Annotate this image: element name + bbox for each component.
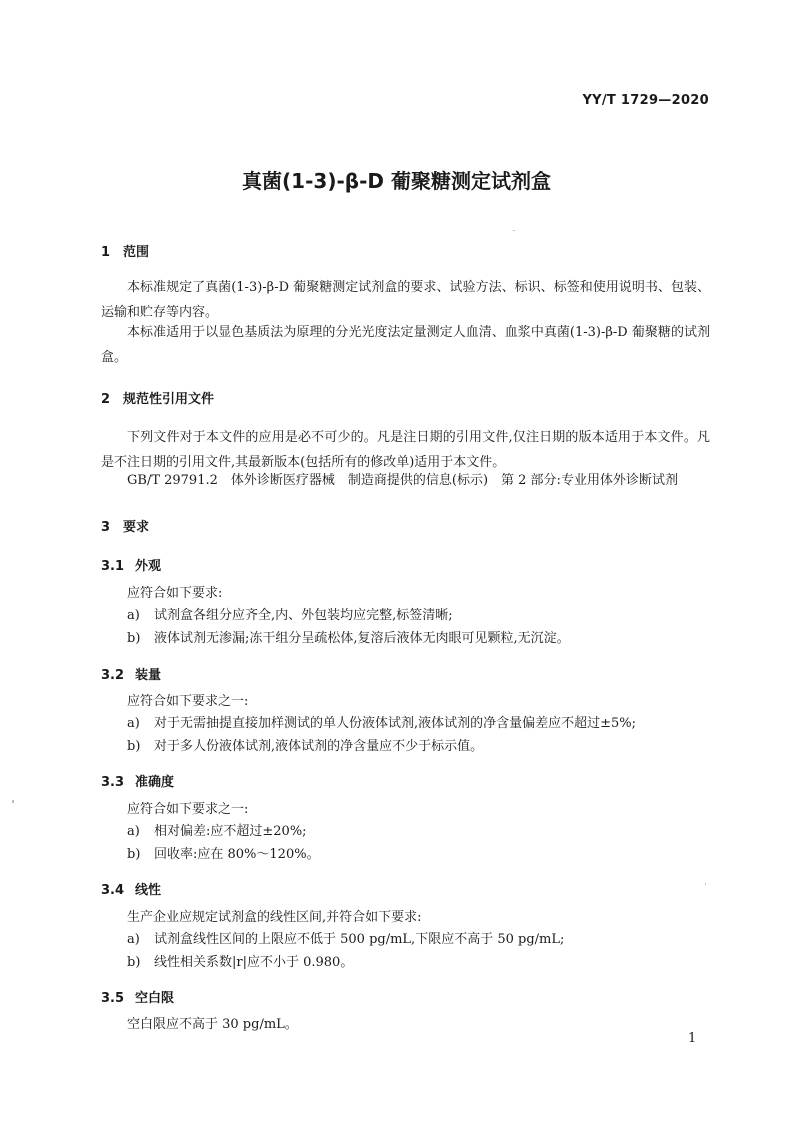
section-number: 3 (101, 520, 111, 535)
scan-speck (705, 883, 706, 885)
list-item (127, 845, 320, 865)
section-2-paragraph-1: 下列文件对于本文件的应用是必不可少的。凡是注日期的引用文件,仅注日期的版本适用于本文件。凡是不注日期的引用文件,其最新版本(包括所有的修改单)适用于本文件。 (101, 430, 710, 470)
list-item (127, 930, 564, 950)
section-title: 范围 (123, 245, 150, 260)
standard-number: YY/T 1729—2020 (582, 93, 709, 108)
section-number: 3.4 (101, 883, 125, 898)
section-number: 3.5 (101, 991, 125, 1006)
list-text: 相对偏差:应不超过±20%; (154, 824, 307, 839)
list-marker: a) (127, 824, 140, 839)
section-number: 3.3 (101, 775, 125, 790)
section-1-heading (101, 241, 149, 260)
section-1-paragraph-2: 本标准适用于以显色基质法为原理的分光光度法定量测定人血清、血浆中真菌(1-3)-β-D 葡聚糖的试剂盒。 (101, 325, 710, 365)
section-title: 装量 (135, 668, 162, 683)
section-3-3-intro: 应符合如下要求之一: (127, 802, 249, 817)
list-text: 试剂盒各组分应齐全,内、外包装均应完整,标签清晰; (154, 608, 453, 623)
list-item (127, 953, 353, 973)
section-title: 线性 (135, 883, 162, 898)
section-1-paragraph-1: 本标准规定了真菌(1-3)-β-D 葡聚糖测定试剂盒的要求、试验方法、标识、标签和使用说明书、包装、运输和贮存等内容。 (101, 280, 710, 320)
section-number: 3.2 (101, 668, 125, 683)
list-item (127, 629, 570, 649)
normative-reference: GB/T 29791.2 体外诊断医疗器械 制造商提供的信息(标示) 第 2 部分:专业用体外诊断试剂 (127, 473, 678, 488)
section-3-2-heading (101, 664, 161, 683)
section-title: 要求 (123, 520, 150, 535)
list-item (127, 714, 636, 734)
list-text: 线性相关系数|r|应不小于 0.980。 (154, 955, 354, 970)
document-title: 真菌(1-3)-β-D 葡聚糖测定试剂盒 (242, 169, 551, 193)
section-3-3-heading (101, 771, 174, 790)
list-item (127, 737, 483, 757)
section-title: 规范性引用文件 (123, 392, 215, 407)
list-marker: a) (127, 716, 140, 731)
list-marker: a) (127, 608, 140, 623)
scan-speck (513, 230, 515, 231)
list-text: 对于多人份液体试剂,液体试剂的净含量应不少于标示值。 (154, 739, 484, 754)
section-title: 准确度 (135, 775, 175, 790)
section-3-5-heading (101, 987, 174, 1006)
list-item (127, 606, 453, 626)
section-number: 2 (101, 392, 111, 407)
section-number: 3.1 (101, 559, 125, 574)
list-text: 回收率:应在 80%～120%。 (154, 847, 320, 862)
section-3-1-intro: 应符合如下要求: (127, 586, 223, 601)
list-marker: b) (127, 847, 141, 862)
section-title: 外观 (135, 559, 162, 574)
section-3-1-heading (101, 555, 161, 574)
section-title: 空白限 (135, 991, 175, 1006)
list-marker: b) (127, 955, 141, 970)
section-3-4-intro: 生产企业应规定试剂盒的线性区间,并符合如下要求: (127, 910, 422, 925)
list-text: 对于无需抽提直接加样测试的单人份液体试剂,液体试剂的净含量偏差应不超过±5%; (154, 716, 637, 731)
section-3-5-text: 空白限应不高于 30 pg/mL。 (127, 1017, 298, 1032)
list-marker: a) (127, 932, 140, 947)
scan-speck (12, 800, 14, 803)
section-3-heading (101, 516, 149, 535)
list-text: 液体试剂无渗漏;冻干组分呈疏松体,复溶后液体无肉眼可见颗粒,无沉淀。 (154, 631, 570, 646)
section-3-2-intro: 应符合如下要求之一: (127, 694, 249, 709)
section-number: 1 (101, 245, 111, 260)
page-number: 1 (688, 1031, 697, 1046)
list-item (127, 822, 307, 842)
section-3-4-heading (101, 879, 161, 898)
list-text: 试剂盒线性区间的上限应不低于 500 pg/mL,下限应不高于 50 pg/mL; (154, 932, 565, 947)
section-2-heading (101, 388, 214, 407)
list-marker: b) (127, 739, 141, 754)
list-marker: b) (127, 631, 141, 646)
